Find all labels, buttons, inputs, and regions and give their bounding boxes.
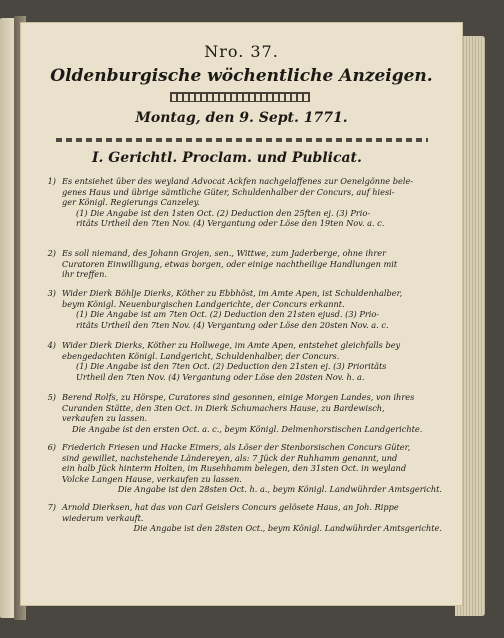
entry-line: Curanden Stätte, den 3ten Oct. in Dierk Schumachers Hause, zu Bardewisch, xyxy=(62,402,385,413)
entry-line: ihr treffen. xyxy=(62,269,107,279)
entry-subline: ritäts Urtheil den 7ten Nov. (4) Vergantung oder Löse den 20sten Nov. a. c. xyxy=(76,319,389,330)
entry-number: 2) xyxy=(47,248,56,258)
entry-line: Wider Dierk Dierks, Köther zu Hollwege, im Amte Apen, entstehet gleichfalls bey xyxy=(62,340,401,350)
entry-closing-line: Die Angabe ist den 28sten Oct., beym Königl. Landwührder Amtsgerichte. xyxy=(133,523,442,533)
entry-line: Arnold Dierksen, hat das von Carl Geislers Concurs gelösete Haus, an Joh. Rippe xyxy=(62,502,399,512)
entry-number: 3) xyxy=(47,288,56,298)
entry-line: verkaufen zu lassen. xyxy=(62,413,148,423)
entry-number: 5) xyxy=(47,392,56,402)
entry-number: 6) xyxy=(47,442,56,452)
issue-date: Montag, den 9. Sept. 1771. xyxy=(135,110,348,126)
entry-line: Curatoren Einwilligung, etwas borgen, oder einige nachtheilige Handlungen mit xyxy=(62,258,398,269)
entry-line: ger Königl. Regierungs Canzeley. xyxy=(62,197,200,207)
ornamental-rule xyxy=(170,92,310,102)
entry-number: 1) xyxy=(47,176,56,186)
entry-1 xyxy=(36,176,446,229)
entry-line: Volcke Langen Hause, verkaufen zu lassen. xyxy=(62,473,242,484)
entry-5 xyxy=(36,392,446,434)
entry-line: Berend Rolfs, zu Hörspe, Curatores sind gesonnen, einige Morgen Landes, von ihres xyxy=(62,392,415,402)
issue-number: Nro. 37. xyxy=(204,42,279,61)
entry-6 xyxy=(36,442,446,495)
entry-line: Wider Dierk Böhlje Dierks, Köther zu Ebbhöst, im Amte Apen, ist Schuldenhalber, xyxy=(62,288,403,298)
dashed-divider xyxy=(56,138,428,142)
entry-subline: (1) Die Angabe ist den 1sten Oct. (2) Deduction den 25ften ej. (3) Prio- xyxy=(76,207,371,218)
entry-line: sind gewillet, nachstehende Ländereyen, als: 7 Jück der Ruhhamm genannt, und xyxy=(62,452,398,463)
entry-subline: (1) Die Angabe ist den 7ten Oct. (2) Deduction den 21sten ej. (3) Prioritäts xyxy=(76,361,387,371)
entry-line: Es soll niemand, des Johann Grojen, sen., Wittwe, zum Jaderberge, ohne ihrer xyxy=(62,248,387,258)
entry-line: genes Haus und übrige sämtliche Güter, Schuldenhalber der Concurs, auf hiesi- xyxy=(62,186,395,197)
entry-line: Es entsiehet über des weyland Advocat Ackfen nachgelaffenes zur Oenelgönne bele- xyxy=(62,176,414,186)
entry-subline: (1) Die Angabe ist am 7ten Oct. (2) Deduction den 21sten ejusd. (3) Prio- xyxy=(76,309,380,319)
entry-subline: ritäts Urtheil den 7ten Nov. (4) Vergantung oder Löse den 19ten Nov. a. c. xyxy=(76,218,385,228)
entry-line: ein halb Jück hinterm Holten, im Rusehhamm belegen, den 31sten Oct. in weyland xyxy=(62,463,407,473)
newspaper-title: Oldenburgische wöchentliche Anzeigen. xyxy=(50,66,433,86)
entry-closing-line: Die Angabe ist den 28sten Oct. h. a., beym Königl. Landwührder Amtsgericht. xyxy=(117,484,442,494)
section-heading: I. Gerichtl. Proclam. und Publicat. xyxy=(92,150,362,166)
entry-line: ebengedachten Königl. Landgericht, Schuldenhalber, der Concurs. xyxy=(62,350,340,361)
entry-2 xyxy=(36,248,446,280)
entry-number: 7) xyxy=(47,502,56,512)
entry-line: beym Königl. Neuenburgischen Landgerichte, der Concurs erkannt. xyxy=(62,298,345,309)
entry-4 xyxy=(36,340,446,382)
entry-subline: Urtheil den 7ten Nov. (4) Vergantung oder Löse den 20sten Nov. h. a. xyxy=(76,371,365,382)
newspaper-page xyxy=(20,22,463,606)
entry-line: Friederich Friesen und Hacke Eimers, als Löser der Stenborsischen Concurs Güter, xyxy=(62,442,411,452)
entry-3 xyxy=(36,288,446,330)
entry-7 xyxy=(36,502,446,534)
entry-line: wiederum verkauft. xyxy=(62,512,144,523)
entry-closing-line: Die Angabe ist den ersten Oct. a. c., beym Königl. Delmenhorstischen Landgerichte. xyxy=(72,423,423,434)
entry-number: 4) xyxy=(47,340,56,350)
